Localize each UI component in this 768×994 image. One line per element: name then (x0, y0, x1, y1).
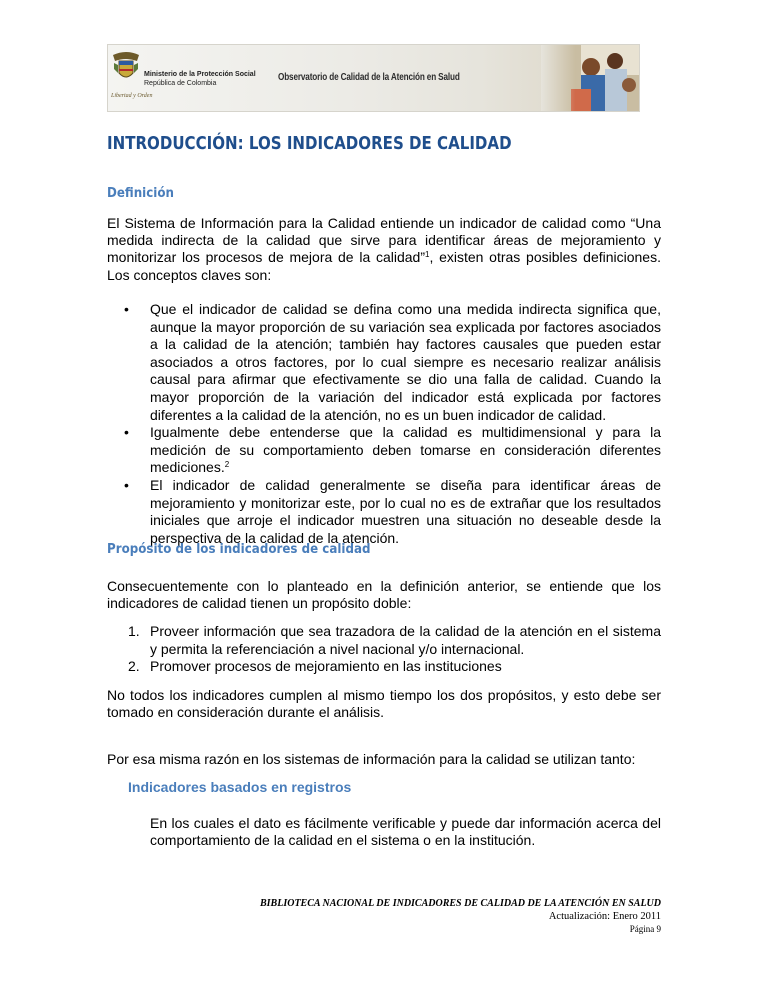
bullet-icon: • (124, 301, 129, 317)
footer-update: Actualización: Enero 2011 (548, 911, 661, 922)
ministry-name: Ministerio de la Protección Social (144, 71, 256, 78)
motto: Libertad y Orden (111, 93, 153, 99)
list-item (120, 301, 661, 424)
bullet-text: Que el indicador de calidad se defina como una medida indirecta significa que, aunque la mayor proporción de su variación sea explicada por factores asociados a la calidad de la atención; también hay factores causales que pueden estar asociados a otros factores, por lo cual siempre es necesario realizar análisis causal para afirmar que efectivamente se dio una falla de calidad. Cuando la mayor proporción de la variación del indicador está explicada por factores diferentes a la calidad de la atención, no es un buen indicador de calidad. (150, 301, 661, 423)
header-photo (541, 45, 639, 111)
header-banner (107, 44, 640, 112)
definition-intro-text-end: , existen otras posibles definiciones. Los conceptos claves son: (107, 249, 661, 283)
bullet-text: El indicador de calidad generalmente se diseña para identificar áreas de mejoramiento y monitorizar este, por lo cual no es de extrañar que los resultados iniciales que arroje el indicador muestren una situación no deseable desde la perspectiva de la calidad de la atención. (150, 476, 661, 546)
bullet-icon: • (124, 424, 129, 441)
list-number: 2. (128, 658, 140, 675)
purpose-list (120, 623, 661, 676)
registry-indicators-heading: Indicadores basados en registros (128, 779, 352, 795)
purpose-heading: Propósito de los indicadores de calidad (107, 541, 371, 557)
list-number: 1. (128, 623, 140, 639)
page-number: Página 9 (629, 924, 661, 934)
ministry-block (144, 70, 256, 88)
item-text: Promover procesos de mejoramiento en las instituciones (150, 658, 502, 675)
observatory-title: Observatorio de Calidad de la Atención en Salud (278, 71, 460, 83)
purpose-intro: Consecuentemente con lo planteado en la definición anterior, se entiende que los indicadores de calidad tienen un propósito doble: (107, 578, 661, 612)
colombia-coat-of-arms-icon (111, 51, 141, 85)
registry-indicators-text: En los cuales el dato es fácilmente verificable y puede dar información acerca del comportamiento de la calidad en el sistema o en la institución. (150, 815, 661, 849)
footnote-ref-2: 2 (224, 460, 230, 470)
definition-intro-text: El Sistema de Información para la Calidad entiende un indicador de calidad como “Una medida indirecta de la calidad que sirve para identificar áreas de mejoramiento y monitorizar los procesos de mejora de la calidad” (107, 215, 661, 266)
definition-heading: Definición (107, 185, 174, 201)
purpose-note: No todos los indicadores cumplen al mismo tiempo los dos propósitos, y esto debe ser tomado en consideración durante el análisis. (107, 687, 661, 721)
list-item (120, 477, 661, 547)
key-concepts-list (120, 301, 661, 547)
page-footer (181, 897, 661, 936)
item-text: Proveer información que sea trazadora de la calidad de la atención en el sistema y permita la referenciación a nivel nacional y/o internacional. (150, 623, 661, 657)
list-item (120, 623, 661, 658)
definition-intro (107, 215, 661, 284)
list-item (120, 658, 661, 676)
bullet-text: Igualmente debe entenderse que la calidad es multidimensional y para la medición de su comportamiento deben tomarse en consideración diferentes mediciones. (150, 424, 661, 476)
footnote-ref-1: 1 (425, 250, 430, 260)
footer-library: BIBLIOTECA NACIONAL DE INDICADORES DE CALIDAD DE LA ATENCIÓN EN SALUD (259, 898, 661, 909)
country-name: República de Colombia (144, 80, 217, 87)
list-item (120, 424, 661, 477)
page-title: INTRODUCCIÓN: LOS INDICADORES DE CALIDAD (107, 134, 512, 154)
bullet-icon: • (124, 476, 129, 493)
purpose-reason: Por esa misma razón en los sistemas de información para la calidad se utilizan tanto: (107, 751, 636, 767)
